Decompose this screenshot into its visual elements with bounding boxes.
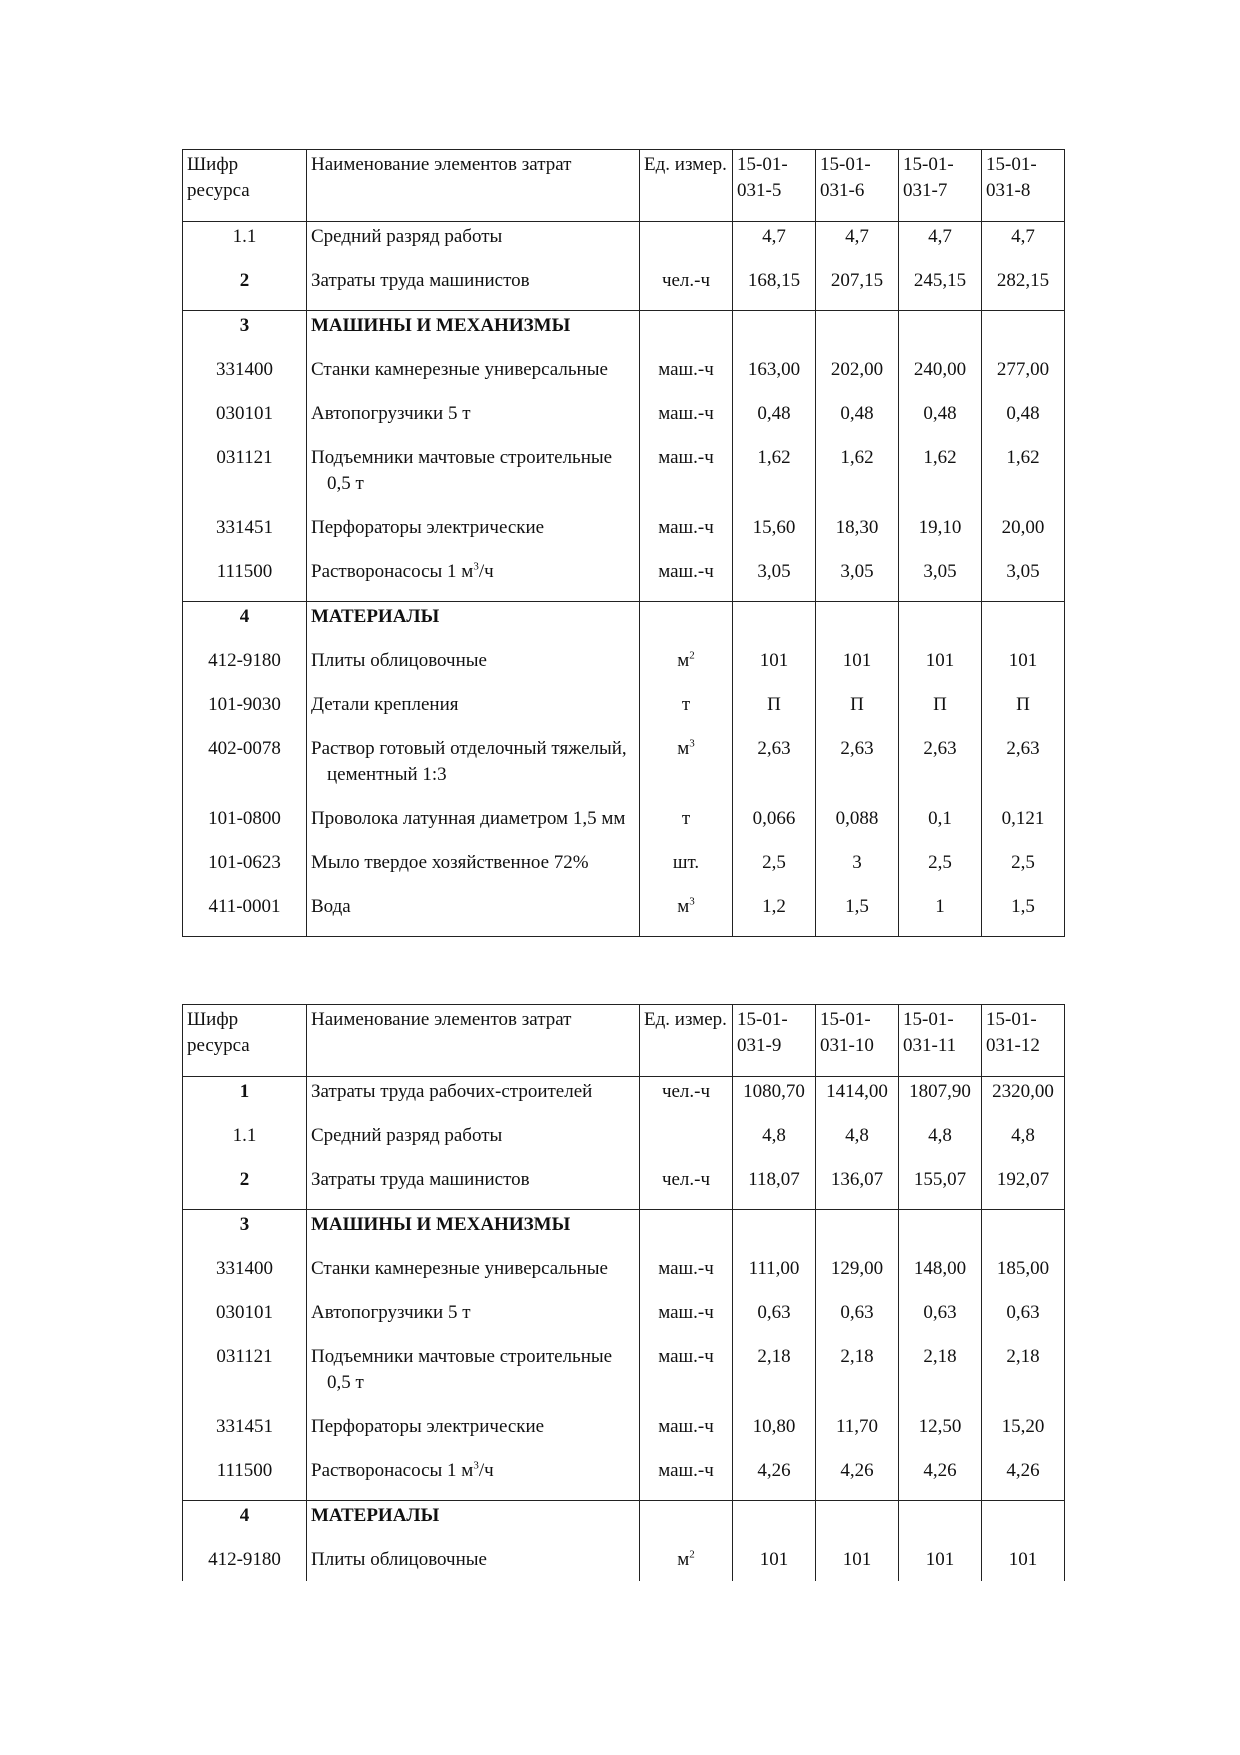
row-unit: маш.-ч [640,557,733,602]
table-row [183,1121,1065,1165]
row-code: 331451 [183,1412,307,1456]
row-name: Вода [307,892,640,937]
row-name-pre: Растворонасосы 1 м [311,1460,474,1481]
row-code: 111500 [183,557,307,602]
row-name [307,557,640,602]
row-unit-base: м [677,896,690,917]
row-value: 168,15 [733,266,816,311]
row-value: 0,066 [733,804,816,848]
header-col: 15-01-031-9 [733,1005,816,1077]
row-name: Автопогрузчики 5 т [307,1298,640,1342]
row-value [982,602,1065,647]
row-name: Детали крепления [307,690,640,734]
row-value: 1,62 [733,443,816,513]
row-code: 111500 [183,1456,307,1501]
row-value [982,1501,1065,1546]
table-row [183,892,1065,937]
row-value: 0,48 [899,399,982,443]
row-value: 2,5 [899,848,982,892]
row-unit-base: м [677,1549,690,1570]
row-value: 202,00 [816,355,899,399]
row-value: 111,00 [733,1254,816,1298]
row-value: 12,50 [899,1412,982,1456]
row-value: 3 [816,848,899,892]
row-unit-sup: 2 [689,649,695,662]
row-value: 4,8 [733,1121,816,1165]
row-value [899,1501,982,1546]
row-value: 4,8 [899,1121,982,1165]
section-row [183,602,1065,647]
row-code: 2 [183,266,307,311]
row-value: 277,00 [982,355,1065,399]
row-unit: шт. [640,848,733,892]
row-code: 331400 [183,1254,307,1298]
header-code: Шифр ресурса [183,150,307,222]
header-col: 15-01-031-8 [982,150,1065,222]
row-name [307,1456,640,1501]
row-value: 20,00 [982,513,1065,557]
row-value: 4,7 [733,222,816,267]
row-name: Мыло твердое хозяйственное 72% [307,848,640,892]
row-value: 136,07 [816,1165,899,1210]
row-value: 3,05 [816,557,899,602]
row-value [816,1210,899,1255]
row-value [733,1210,816,1255]
table-row [183,1545,1065,1581]
row-name-text: Раствор готовый отделочный тяжелый, цементный 1:3 [311,738,627,785]
row-value: 4,7 [982,222,1065,267]
row-unit: маш.-ч [640,399,733,443]
row-code: 1.1 [183,1121,307,1165]
row-unit [640,1501,733,1546]
row-value [733,1501,816,1546]
row-unit: т [640,690,733,734]
row-value: 240,00 [899,355,982,399]
row-value: 1,5 [982,892,1065,937]
table-header-row [183,150,1065,222]
row-value: 4,26 [733,1456,816,1501]
row-code: 412-9180 [183,1545,307,1581]
row-code: 402-0078 [183,734,307,804]
row-unit: маш.-ч [640,513,733,557]
row-unit: маш.-ч [640,1456,733,1501]
row-name: Автопогрузчики 5 т [307,399,640,443]
table-row [183,266,1065,311]
header-col: 15-01-031-5 [733,150,816,222]
header-col: 15-01-031-12 [982,1005,1065,1077]
row-value: 0,48 [733,399,816,443]
header-name: Наименование элементов затрат [307,150,640,222]
row-code: 331451 [183,513,307,557]
table-row [183,1412,1065,1456]
row-name: Станки камнерезные универсальные [307,1254,640,1298]
table-row [183,1342,1065,1412]
row-unit-sup: 3 [689,895,695,908]
section-row [183,1501,1065,1546]
section-title: МАШИНЫ И МЕХАНИЗМЫ [307,1210,640,1255]
row-value: 101 [982,1545,1065,1581]
table-row [183,848,1065,892]
row-value: 101 [982,646,1065,690]
row-code: 412-9180 [183,646,307,690]
row-code: 101-0623 [183,848,307,892]
row-name-post: /ч [478,1460,494,1481]
row-value: 4,26 [982,1456,1065,1501]
section-code: 3 [183,1210,307,1255]
table-row [183,222,1065,267]
row-unit: маш.-ч [640,355,733,399]
table-row [183,1298,1065,1342]
row-unit: маш.-ч [640,1342,733,1412]
table-row [183,734,1065,804]
row-value: 4,26 [816,1456,899,1501]
row-value [816,1501,899,1546]
row-code: 030101 [183,1298,307,1342]
row-value: 192,07 [982,1165,1065,1210]
section-title: МАТЕРИАЛЫ [307,1501,640,1546]
row-unit: чел.-ч [640,1077,733,1122]
row-name: Станки камнерезные универсальные [307,355,640,399]
row-value: 0,48 [816,399,899,443]
row-value: 0,48 [982,399,1065,443]
row-value: 245,15 [899,266,982,311]
header-unit: Ед. измер. [640,1005,733,1077]
row-name [307,1342,640,1412]
row-code: 031121 [183,443,307,513]
row-code: 031121 [183,1342,307,1412]
row-value: 3,05 [733,557,816,602]
table-row [183,355,1065,399]
row-value: 18,30 [816,513,899,557]
row-value [816,311,899,356]
row-unit [640,222,733,267]
row-name: Средний разряд работы [307,222,640,267]
row-code: 101-9030 [183,690,307,734]
row-unit [640,1121,733,1165]
row-value: 0,63 [982,1298,1065,1342]
row-unit: маш.-ч [640,1254,733,1298]
row-value: 0,63 [899,1298,982,1342]
row-unit-base: м [677,650,690,671]
table-row [183,1077,1065,1122]
header-col: 15-01-031-7 [899,150,982,222]
table-row [183,443,1065,513]
row-value: 15,60 [733,513,816,557]
row-value [733,602,816,647]
row-name: Затраты труда машинистов [307,266,640,311]
header-unit: Ед. измер. [640,150,733,222]
row-value: П [816,690,899,734]
row-value: 1,62 [899,443,982,513]
row-value: 2,18 [899,1342,982,1412]
row-value: 1080,70 [733,1077,816,1122]
table-row [183,646,1065,690]
row-value: 15,20 [982,1412,1065,1456]
resource-table-1 [182,149,1065,937]
row-unit [640,311,733,356]
table-row [183,804,1065,848]
row-value: 0,121 [982,804,1065,848]
section-row [183,1210,1065,1255]
row-name [307,734,640,804]
row-name: Затраты труда машинистов [307,1165,640,1210]
row-name [307,443,640,513]
row-value [816,602,899,647]
row-unit [640,602,733,647]
row-unit: маш.-ч [640,443,733,513]
row-value: 1,2 [733,892,816,937]
row-value: 2,63 [899,734,982,804]
row-name: Затраты труда рабочих-строителей [307,1077,640,1122]
row-unit [640,1210,733,1255]
row-value: 2,63 [982,734,1065,804]
row-value: 148,00 [899,1254,982,1298]
row-name-text: Подъемники мачтовые строительные 0,5 т [311,447,613,494]
table-row [183,1254,1065,1298]
table-row [183,1165,1065,1210]
table-row [183,557,1065,602]
row-value: 0,63 [733,1298,816,1342]
table-row [183,1456,1065,1501]
row-value: 207,15 [816,266,899,311]
section-title: МАТЕРИАЛЫ [307,602,640,647]
row-value: 1807,90 [899,1077,982,1122]
row-code: 1.1 [183,222,307,267]
row-unit-base: м [677,738,690,759]
row-value: 101 [899,1545,982,1581]
header-col: 15-01-031-6 [816,150,899,222]
row-value: 1,62 [816,443,899,513]
row-value: 101 [899,646,982,690]
section-row [183,311,1065,356]
table-row [183,690,1065,734]
row-value: 2,18 [816,1342,899,1412]
row-name-text: Подъемники мачтовые строительные 0,5 т [311,1346,613,1393]
row-name: Средний разряд работы [307,1121,640,1165]
row-value: 163,00 [733,355,816,399]
row-value [982,1210,1065,1255]
section-code: 4 [183,602,307,647]
row-name-sup: 3 [473,1459,479,1472]
row-unit: маш.-ч [640,1412,733,1456]
table-row [183,399,1065,443]
row-value: 101 [816,646,899,690]
row-value: 0,63 [816,1298,899,1342]
row-value [733,311,816,356]
row-value: 3,05 [982,557,1065,602]
table-row [183,513,1065,557]
row-code: 101-0800 [183,804,307,848]
row-unit-sup: 2 [689,1548,695,1561]
row-value: 0,088 [816,804,899,848]
row-value: П [733,690,816,734]
table-header-row [183,1005,1065,1077]
row-unit: т [640,804,733,848]
row-value: 0,1 [899,804,982,848]
row-value: 4,7 [899,222,982,267]
row-value: 2,18 [733,1342,816,1412]
row-value [899,602,982,647]
row-value [899,311,982,356]
header-col: 15-01-031-10 [816,1005,899,1077]
row-value: 10,80 [733,1412,816,1456]
row-value: 1414,00 [816,1077,899,1122]
row-value: 2,63 [733,734,816,804]
header-col: 15-01-031-11 [899,1005,982,1077]
row-name: Перфораторы электрические [307,1412,640,1456]
row-value [982,311,1065,356]
row-unit [640,892,733,937]
row-value: 101 [816,1545,899,1581]
row-unit: маш.-ч [640,1298,733,1342]
row-value: 101 [733,646,816,690]
row-code: 331400 [183,355,307,399]
row-name: Перфораторы электрические [307,513,640,557]
header-name: Наименование элементов затрат [307,1005,640,1077]
row-value: 101 [733,1545,816,1581]
row-value: П [899,690,982,734]
row-value: 1,62 [982,443,1065,513]
row-value [899,1210,982,1255]
row-name-pre: Растворонасосы 1 м [311,561,474,582]
row-name: Плиты облицовочные [307,646,640,690]
row-value: 2,5 [733,848,816,892]
row-value: 1,5 [816,892,899,937]
row-value: 2,5 [982,848,1065,892]
row-unit: чел.-ч [640,1165,733,1210]
row-unit [640,734,733,804]
resource-table-2 [182,1004,1065,1581]
row-value: 185,00 [982,1254,1065,1298]
row-name: Плиты облицовочные [307,1545,640,1581]
row-value: 1 [899,892,982,937]
row-value: 4,26 [899,1456,982,1501]
row-value: 4,7 [816,222,899,267]
row-value: 4,8 [816,1121,899,1165]
row-value: 19,10 [899,513,982,557]
row-code: 030101 [183,399,307,443]
row-code: 411-0001 [183,892,307,937]
row-value: 11,70 [816,1412,899,1456]
row-name-text: Проволока латунная диаметром 1,5 мм [311,808,626,829]
row-value: 3,05 [899,557,982,602]
row-name-sup: 3 [473,560,479,573]
row-unit-sup: 3 [689,737,695,750]
row-name [307,804,640,848]
row-code: 1 [183,1077,307,1122]
row-value: 2,18 [982,1342,1065,1412]
header-code: Шифр ресурса [183,1005,307,1077]
row-unit [640,646,733,690]
section-code: 4 [183,1501,307,1546]
row-value: 4,8 [982,1121,1065,1165]
row-value: 118,07 [733,1165,816,1210]
section-code: 3 [183,311,307,356]
row-value: 155,07 [899,1165,982,1210]
row-unit [640,1545,733,1581]
row-value: 129,00 [816,1254,899,1298]
row-code: 2 [183,1165,307,1210]
row-value: 2,63 [816,734,899,804]
row-value: П [982,690,1065,734]
row-unit: чел.-ч [640,266,733,311]
row-value: 282,15 [982,266,1065,311]
section-title: МАШИНЫ И МЕХАНИЗМЫ [307,311,640,356]
row-name-post: /ч [478,561,494,582]
row-value: 2320,00 [982,1077,1065,1122]
